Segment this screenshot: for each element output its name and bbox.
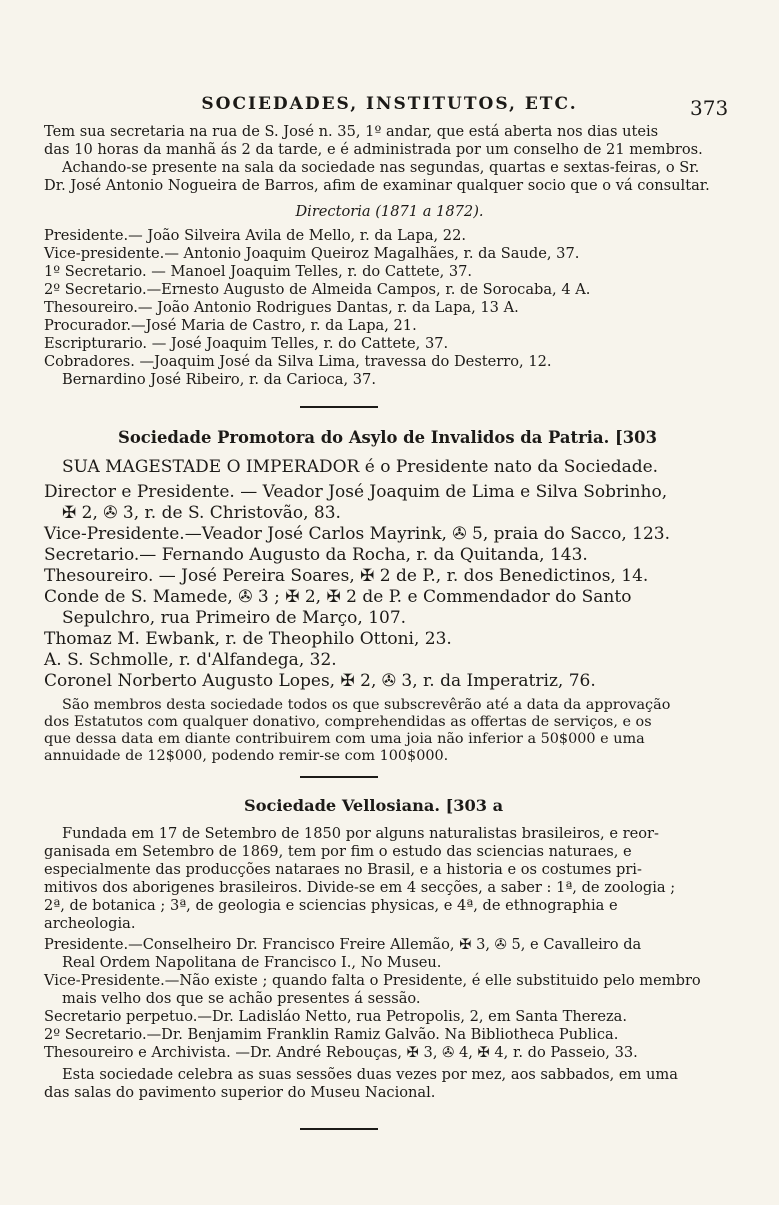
paragraph-line: das salas do pavimento superior do Museu Nacional. (44, 1084, 436, 1101)
officer-line: Presidente.—Conselheiro Dr. Francisco Freire Allemão, ✠ 3, ✇ 5, e Cavalleiro da (44, 936, 642, 953)
paragraph-line: das 10 horas da manhã ás 2 da tarde, e é administrada por um conselho de 21 membros. (44, 141, 703, 158)
note-line: annuidade de 12$000, podendo remir-se com 100$000. (44, 748, 449, 764)
officer-line: Presidente.— João Silveira Avila de Mello, r. da Lapa, 22. (44, 227, 467, 244)
note-line: dos Estatutos com qualquer donativo, comprehendidas as offertas de serviços, e os (44, 714, 652, 730)
officer-line: Cobradores. —Joaquim José da Silva Lima, travessa do Desterro, 12. (44, 353, 552, 370)
officer-line: Vice-presidente.— Antonio Joaquim Queiroz Magalhães, r. da Saude, 37. (44, 245, 580, 262)
officer-line: Escripturario. — José Joaquim Telles, r. do Cattete, 37. (44, 335, 449, 352)
officer-line: Thesoureiro e Archivista. —Dr. André Rebouças, ✠ 3, ✇ 4, ✠ 4, r. do Passeio, 33. (44, 1044, 638, 1061)
paragraph-line: Esta sociedade celebra as suas sessões duas vezes por mez, aos sabbados, em uma (62, 1066, 678, 1083)
body-line: Secretario.— Fernando Augusto da Rocha, r. da Quitanda, 143. (44, 545, 588, 565)
note-line: São membros desta sociedade todos os que subscrevêrão até a data da approvação (62, 697, 671, 713)
officer-line: Thesoureiro.— João Antonio Rodrigues Dantas, r. da Lapa, 13 A. (44, 299, 519, 316)
body-line: Director e Presidente. — Veador José Joaquim de Lima e Silva Sobrinho, (44, 482, 668, 502)
body-line: Thesoureiro. — José Pereira Soares, ✠ 2 de P., r. dos Benedictinos, 14. (44, 566, 649, 586)
paragraph-line: mitivos dos aborigenes brasileiros. Divide-se em 4 secções, a saber : 1ª, de zoologia ; (44, 879, 676, 896)
officer-line: 2º Secretario.—Dr. Benjamim Franklin Ramiz Galvão. Na Bibliotheca Publica. (44, 1026, 619, 1043)
officer-line: Vice-Presidente.—Não existe ; quando falta o Presidente, é elle substituido pelo membro (44, 972, 701, 989)
body-line: Conde de S. Mamede, ✇ 3 ; ✠ 2, ✠ 2 de P. e Commendador do Santo (44, 587, 632, 607)
paragraph-line: 2ª, de botanica ; 3ª, de geologia e sciencias physicas, e 4ª, de ethnographia e (44, 897, 618, 914)
body-line: A. S. Schmolle, r. d'Alfandega, 32. (44, 650, 337, 670)
page-number: 373 (690, 96, 729, 120)
body-line: Coronel Norberto Augusto Lopes, ✠ 2, ✇ 3, r. da Imperatriz, 76. (44, 671, 596, 691)
paragraph-line: archeologia. (44, 915, 136, 932)
body-line: Vice-Presidente.—Veador José Carlos Mayrink, ✇ 5, praia do Sacco, 123. (44, 524, 670, 544)
section-title: Sociedade Vellosiana. [303 a (244, 796, 504, 815)
paragraph-line: Dr. José Antonio Nogueira de Barros, afim de examinar qualquer socio que o vá consultar. (44, 177, 710, 194)
officer-line: 2º Secretario.—Ernesto Augusto de Almeida Campos, r. de Sorocaba, 4 A. (44, 281, 591, 298)
officer-line: Bernardino José Ribeiro, r. da Carioca, 37. (62, 371, 376, 388)
running-header: SOCIEDADES, INSTITUTOS, ETC. (201, 94, 578, 114)
paragraph-line: Fundada em 17 de Setembro de 1850 por alguns naturalistas brasileiros, e reor- (62, 825, 659, 842)
section-title: Sociedade Promotora do Asylo de Invalidos da Patria. [303 (118, 428, 657, 447)
section-divider (300, 406, 378, 408)
section-divider (300, 776, 378, 778)
officer-line: 1º Secretario. — Manoel Joaquim Telles, r. do Cattete, 37. (44, 263, 473, 280)
note-line: que dessa data em diante contribuirem com uma joia não inferior a 50$000 e uma (44, 731, 645, 747)
paragraph-line: Achando-se presente na sala da sociedade nas segundas, quartas e sextas-feiras, o Sr. (62, 159, 700, 176)
paragraph-line: Tem sua secretaria na rua de S. José n. 35, 1º andar, que está aberta nos dias uteis (44, 123, 659, 140)
officer-line: mais velho dos que se achão presentes á sessão. (62, 990, 421, 1007)
section-divider (300, 1128, 378, 1130)
body-line: ✠ 2, ✇ 3, r. de S. Christovão, 83. (62, 503, 341, 523)
directory-heading: Directoria (1871 a 1872). (295, 203, 484, 220)
officer-line: Procurador.—José Maria de Castro, r. da Lapa, 21. (44, 317, 417, 334)
body-line: SUA MAGESTADE O IMPERADOR é o Presidente nato da Sociedade. (62, 457, 659, 477)
body-line: Thomaz M. Ewbank, r. de Theophilo Ottoni, 23. (44, 629, 452, 649)
officer-line: Real Ordem Napolitana de Francisco I., No Museu. (62, 954, 442, 971)
paragraph-line: ganisada em Setembro de 1869, tem por fim o estudo das sciencias naturaes, e (44, 843, 632, 860)
paragraph-line: especialmente das producções nataraes no Brasil, e a historia e os costumes pri- (44, 861, 642, 878)
officer-line: Secretario perpetuo.—Dr. Ladisláo Netto, rua Petropolis, 2, em Santa Thereza. (44, 1008, 628, 1025)
body-line: Sepulchro, rua Primeiro de Março, 107. (62, 608, 407, 628)
